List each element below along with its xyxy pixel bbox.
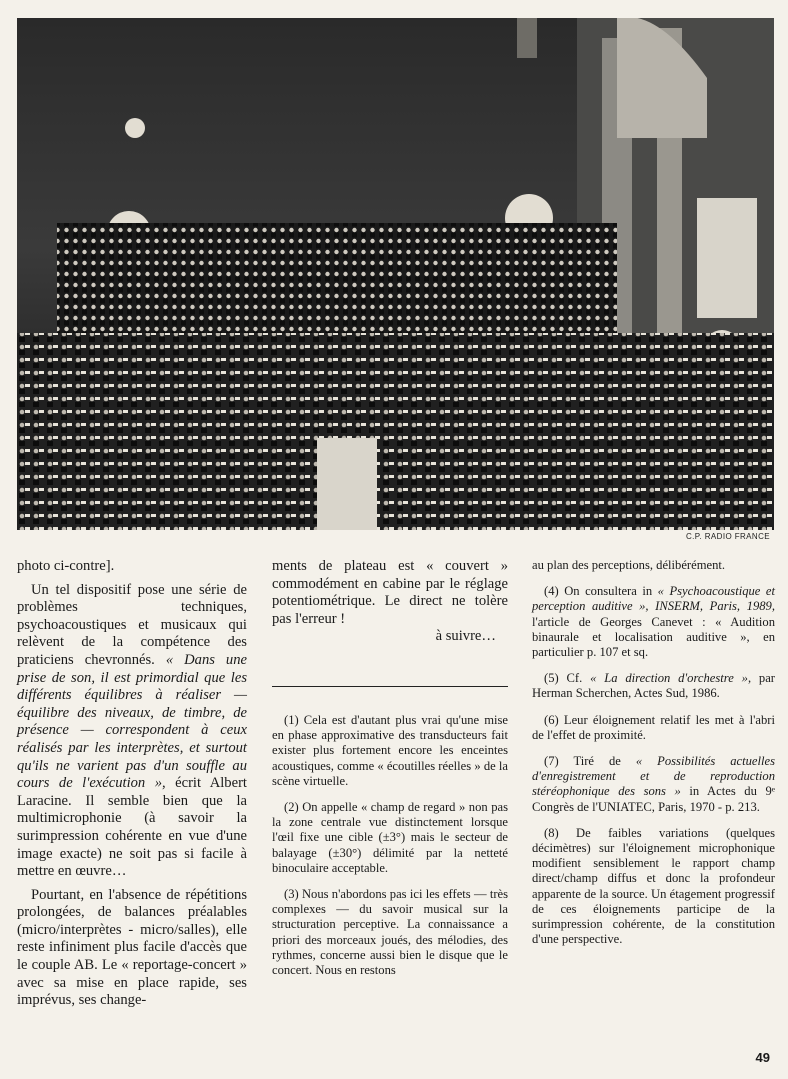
footnote-7: [532, 754, 775, 815]
orchestra-choir-photo: [17, 18, 774, 530]
paragraph-2-end: , écrit Albert Laracine. Il semble bien que la multimicrophonie (à savoir la surimpression cohérente en vue d'une image exacte) ne soit pas si facile à mettre en œuvre…: [17, 775, 247, 880]
footnote-4-a: (4) On consultera in: [544, 584, 658, 599]
footnote-1: (1) Cela est d'autant plus vrai qu'une mise en phase approximative des transducteurs fait exister plus fortement encore les enceintes acoustiques, comme « écoutilles réelles » de la scène virtuelle.: [272, 712, 508, 788]
footnote-5-a: (5) Cf.: [544, 671, 591, 686]
footnote-7-b: in Actes du 9ᵉ Congrès de l'UNIATEC, Paris, 1970 - p. 213.: [532, 784, 775, 814]
paragraph-1: photo ci-contre].: [17, 558, 115, 574]
column-2-text: ments de plateau est « couvert » commodément en cabine par le réglage potentiométrique. Le direct ne tolère pas l'erreur !: [272, 558, 508, 627]
footnote-2: (2) On appelle « champ de regard » non pas la zone centrale vue distinctement lorsque l'œil fixe une cible (±3°) mais le secteur de balayage (±30°) délimité par la netteté binoculaire acceptable.: [272, 799, 508, 875]
footnote-divider: [272, 686, 508, 687]
footnote-7-a: (7) Tiré de: [544, 754, 636, 769]
column-3: [532, 558, 775, 958]
photo-graphic: [17, 18, 774, 530]
photo-credit: C.P. RADIO FRANCE: [686, 532, 770, 541]
footnote-4: [532, 584, 775, 660]
footnote-3-continued: au plan des perceptions, délibérément.: [532, 558, 726, 572]
paragraph-2-text: Un tel dispositif pose une série de problèmes techniques, psychoacoustiques et musicaux qui relèvent de la compétence des praticiens chevronnés.: [17, 581, 247, 668]
footnote-7-title: « Possibilités actuelles d'enregistrement et de reproduction stéréophonique des sons »: [532, 754, 775, 799]
page-number: 49: [755, 1050, 770, 1065]
footnote-4-b: l'article de Georges Canevet : « Audition binaurale et localisation auditive », en particulier p. 107 et sq.: [532, 614, 775, 660]
footnote-8: (8) De faibles variations (quelques décimètres) sur l'éloignement microphonique modifient sensiblement le rapport champ direct/champ diffus et donc la profondeur apparente de la source. Un étagement progressif de ces éloignements participe de la surimpression cohérente, de la constitution d'une perspective.: [532, 825, 775, 947]
footnote-4-title: « Psychoacoustique et perception auditive », INSERM, Paris, 1989,: [532, 584, 775, 614]
paragraph-2: [17, 582, 247, 881]
paragraph-3: Pourtant, en l'absence de répétitions prolongées, de balances préalables (micro/interprètes - micro/salles), elle reste infiniment plus facile d'accès que le couple AB. Le « reportage-concert » avec sa mise en place rapide, ses imprévus, ses change-: [17, 886, 247, 1009]
column-1: [17, 558, 247, 1016]
column-2: [272, 558, 508, 989]
footnote-6: (6) Leur éloignement relatif les met à l'abri de l'effet de proximité.: [532, 712, 775, 742]
column-2-body: [272, 558, 508, 646]
footnote-3: (3) Nous n'abordons pas ici les effets — très complexes — du savoir musical sur la structuration perceptive. La connaissance a priori des morceaux joués, des mélodies, des rythmes, concerne aussi bien le disque que le concert. Nous en restons: [272, 887, 508, 978]
footnote-5: [532, 671, 775, 701]
quote-laracine: « Dans une prise de son, il est primordial que les différents équilibres à réaliser — équilibre des niveaux, de timbre, de présence — correspondent à ceux réalisés par les interprètes, et surtout qu'ils ne varient pas d'un souffle au cours de l'exécution »: [17, 651, 247, 792]
to-be-continued: à suivre…: [435, 628, 496, 645]
footnote-5-title: « La direction d'orchestre »: [590, 671, 748, 686]
footnote-5-b: , par Herman Scherchen, Actes Sud, 1986.: [532, 671, 775, 701]
